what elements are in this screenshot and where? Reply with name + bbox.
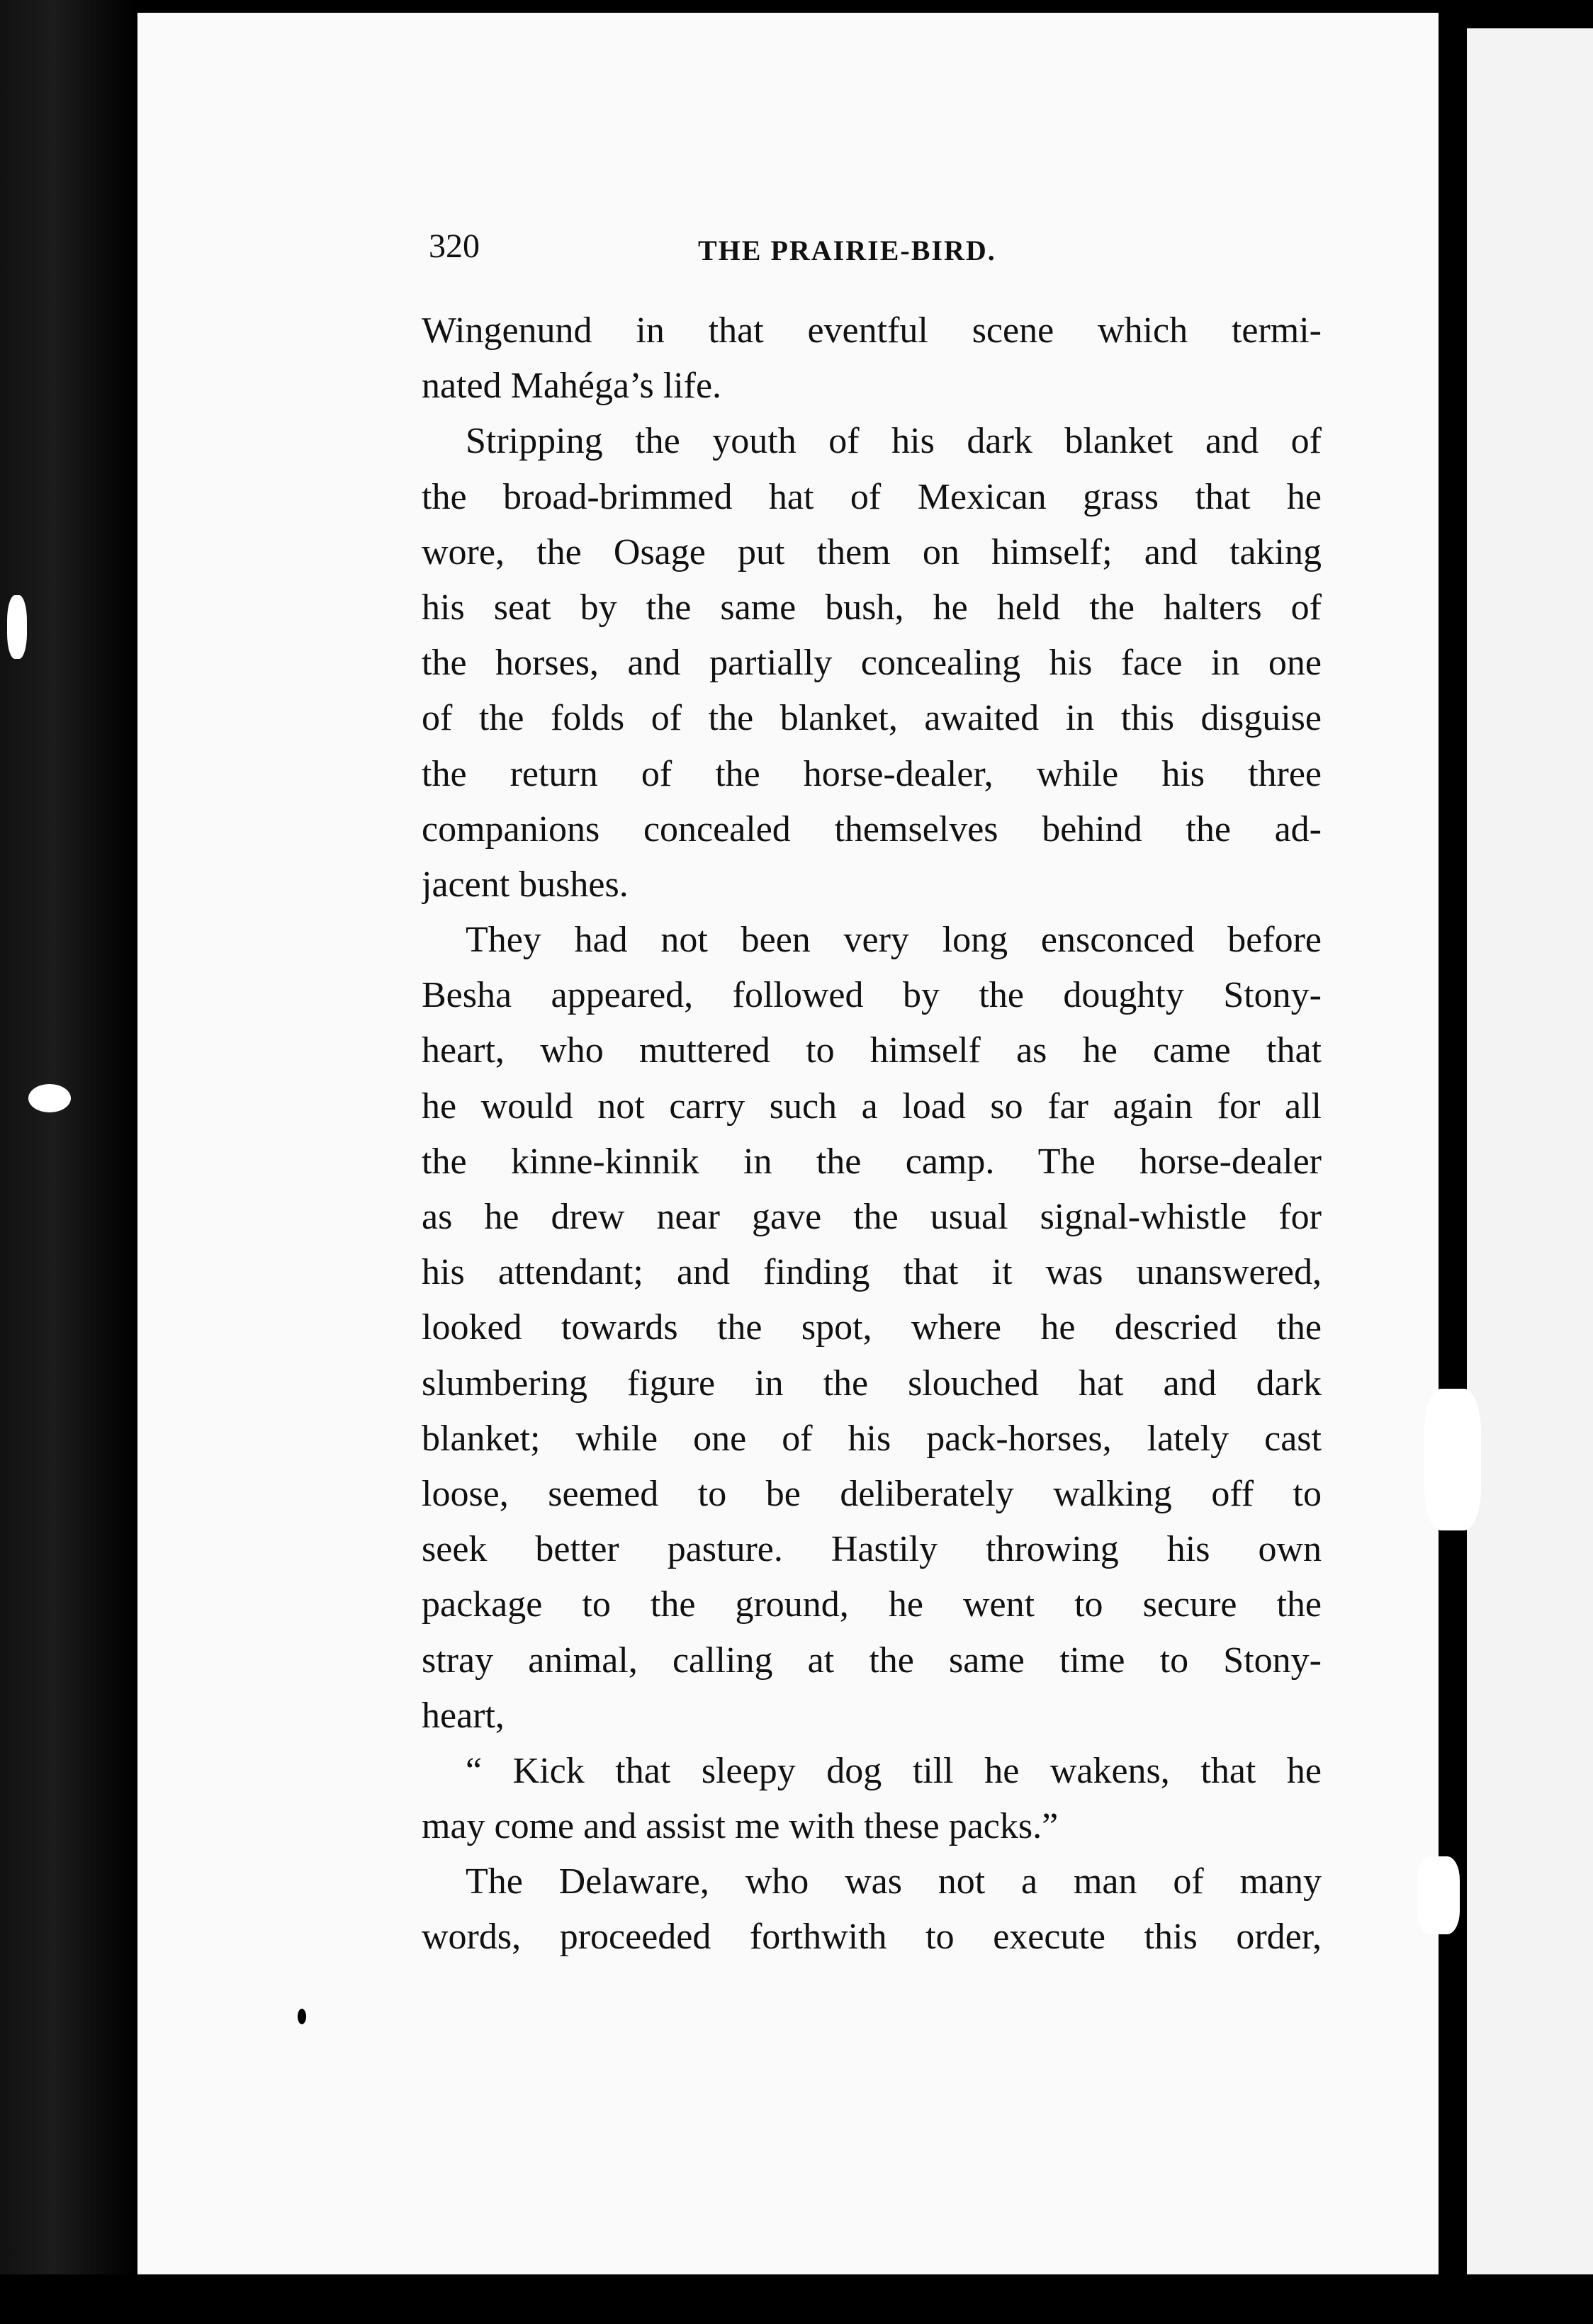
text-line: The Delaware, who was not a man of many bbox=[466, 1861, 1322, 1902]
text-line: Wingenund in that eventful scene which termi- bbox=[422, 310, 1322, 351]
text-line: looked towards the spot, where he descried the bbox=[422, 1307, 1322, 1348]
text-line: stray animal, calling at the same time to Stony- bbox=[422, 1640, 1322, 1681]
text-line: blanket; while one of his pack-horses, lately cast bbox=[422, 1418, 1322, 1459]
text-line: loose, seemed to be deliberately walking off to bbox=[422, 1473, 1322, 1514]
text-line: words, proceeded forthwith to execute this order, bbox=[422, 1917, 1322, 1958]
text-line: his attendant; and finding that it was unanswered, bbox=[422, 1252, 1322, 1293]
text-line: wore, the Osage put them on himself; and taking bbox=[422, 531, 1322, 572]
text-line: his seat by the same bush, he held the halters of bbox=[422, 587, 1322, 628]
scan-speck bbox=[28, 1084, 71, 1112]
page-gutter bbox=[1439, 0, 1463, 2324]
text-line: They had not been very long ensconced before bbox=[466, 920, 1322, 961]
text-line: he would not carry such a load so far again for all bbox=[422, 1085, 1322, 1127]
text-line: heart, who muttered to himself as he came that bbox=[422, 1030, 1322, 1071]
book-binding bbox=[0, 0, 135, 2324]
running-head bbox=[429, 225, 1322, 275]
scan-speck bbox=[1417, 1856, 1460, 1934]
page-number: 320 bbox=[429, 227, 480, 265]
text-line: heart, bbox=[422, 1695, 505, 1736]
text-line: of the folds of the blanket, awaited in this disguise bbox=[422, 698, 1322, 739]
text-line: seek better pasture. Hastily throwing his own bbox=[422, 1529, 1322, 1570]
scan-speck bbox=[7, 595, 27, 659]
scan-speck bbox=[1424, 1389, 1481, 1530]
text-line: as he drew near gave the usual signal-whistle for bbox=[422, 1197, 1322, 1237]
text-line: companions concealed themselves behind the ad- bbox=[422, 808, 1322, 850]
running-head-title: THE PRAIRIE-BIRD. bbox=[698, 235, 996, 266]
text-line: the return of the horse-dealer, while his three bbox=[422, 753, 1322, 794]
scan-speck bbox=[298, 2009, 306, 2024]
text-line: the kinne-kinnik in the camp. The horse-dealer bbox=[422, 1141, 1322, 1182]
text-line: Stripping the youth of his dark blanket and of bbox=[466, 421, 1322, 462]
text-line: may come and assist me with these packs.” bbox=[422, 1806, 1059, 1847]
text-line: nated Mahéga’s life. bbox=[422, 366, 722, 407]
scan-bottom-edge bbox=[0, 2274, 1593, 2324]
adjacent-page-edge bbox=[1463, 28, 1593, 2296]
text-line: the horses, and partially concealing his face in one bbox=[422, 643, 1322, 684]
text-line: Besha appeared, followed by the doughty Stony- bbox=[422, 975, 1322, 1016]
body-text bbox=[422, 303, 1322, 1965]
text-line: package to the ground, he went to secure the bbox=[422, 1584, 1322, 1625]
text-line: jacent bushes. bbox=[422, 864, 629, 905]
text-line: “ Kick that sleepy dog till he wakens, that he bbox=[466, 1750, 1322, 1791]
text-line: the broad-brimmed hat of Mexican grass that he bbox=[422, 476, 1322, 517]
text-line: slumbering figure in the slouched hat and dark bbox=[422, 1363, 1322, 1404]
